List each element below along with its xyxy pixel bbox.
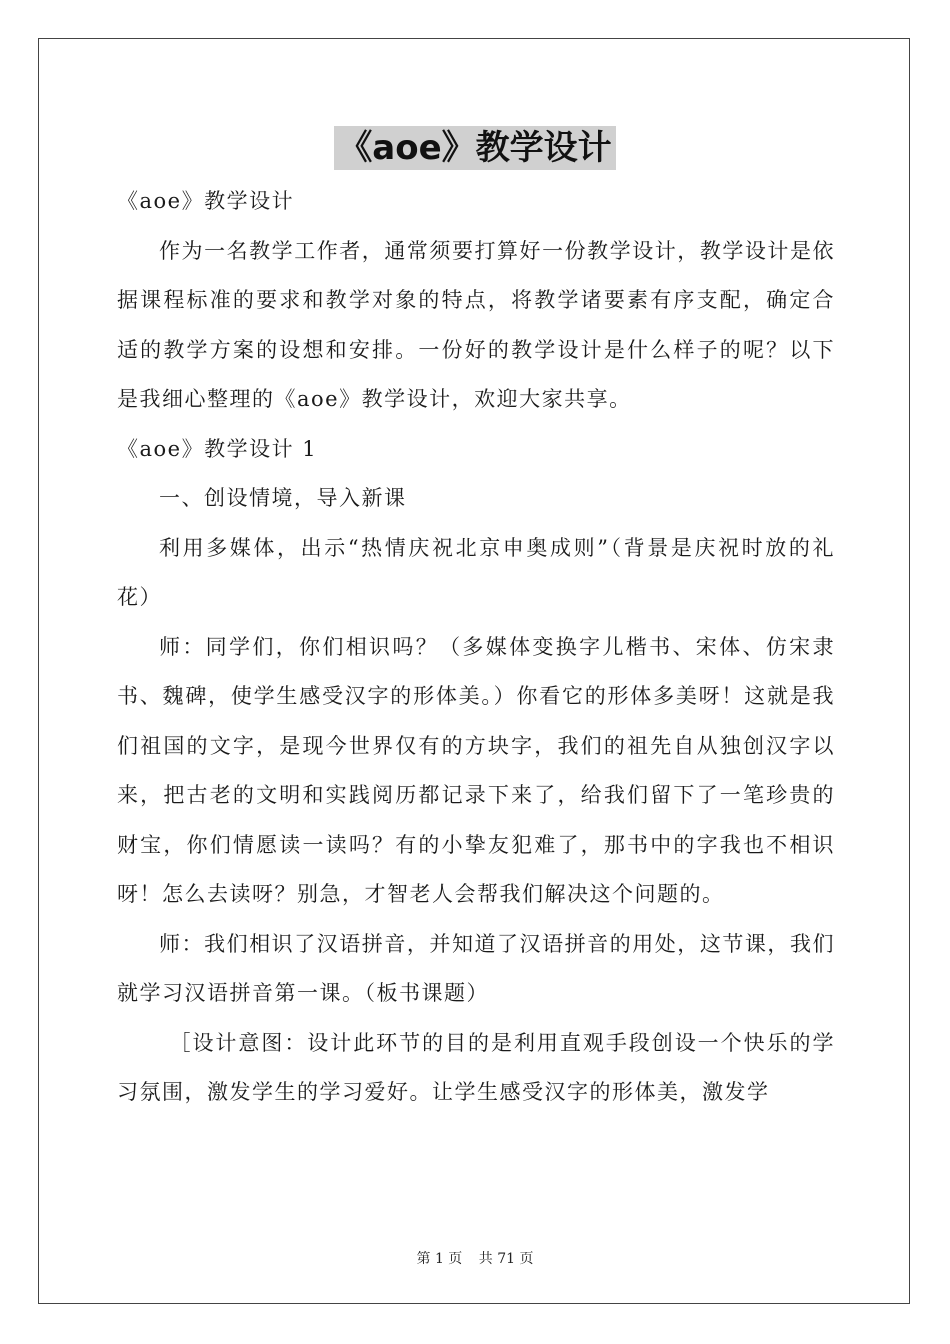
title-container <box>0 126 950 170</box>
step-heading: 一、创设情境，导入新课 <box>159 486 407 510</box>
page-footer <box>0 1248 950 1268</box>
design-intent-paragraph: ［设计意图：设计此环节的目的是利用直观手段创设一个快乐的学习氛围，激发学生的学习爱好。让学生感受汉字的形体美，激发学 <box>117 1030 835 1104</box>
page-number: 第 1 页 <box>416 1251 463 1267</box>
body-paragraph: 利用多媒体，出示“热情庆祝北京申奥成则”（背景是庆祝时放的礼花） <box>117 535 835 609</box>
subtitle-paragraph: 《aoe》教学设计 <box>117 189 295 213</box>
document-title: 《aoe》教学设计 <box>334 126 615 170</box>
intro-paragraph: 作为一名教学工作者，通常须要打算好一份教学设计，教学设计是依据课程标准的要求和教学对象的特点，将教学诸要素有序支配，确定合适的教学方案的设想和安排。一份好的教学设计是什么样子的呢？以下是我细心整理的《aoe》教学设计，欢迎大家共享。 <box>117 238 835 411</box>
document-body <box>117 177 835 1118</box>
body-paragraph: 师：同学们，你们相识吗？（多媒体变换字儿楷书、宋体、仿宋隶书、魏碑，使学生感受汉字的形体美。）你看它的形体多美呀！这就是我们祖国的文字，是现今世界仅有的方块字，我们的祖先自从独创汉字以来，把古老的文明和实践阅历都记录下来了，给我们留下了一笔珍贵的财宝，你们情愿读一读吗？有的小挚友犯难了，那书中的字我也不相识呀！怎么去读呀？别急，才智老人会帮我们解决这个问题的。 <box>117 634 835 906</box>
section-heading: 《aoe》教学设计 1 <box>117 436 318 461</box>
page-total: 共 71 页 <box>478 1251 534 1267</box>
body-paragraph: 师：我们相识了汉语拼音，并知道了汉语拼音的用处，这节课，我们就学习汉语拼音第一课。（板书课题） <box>117 931 835 1005</box>
